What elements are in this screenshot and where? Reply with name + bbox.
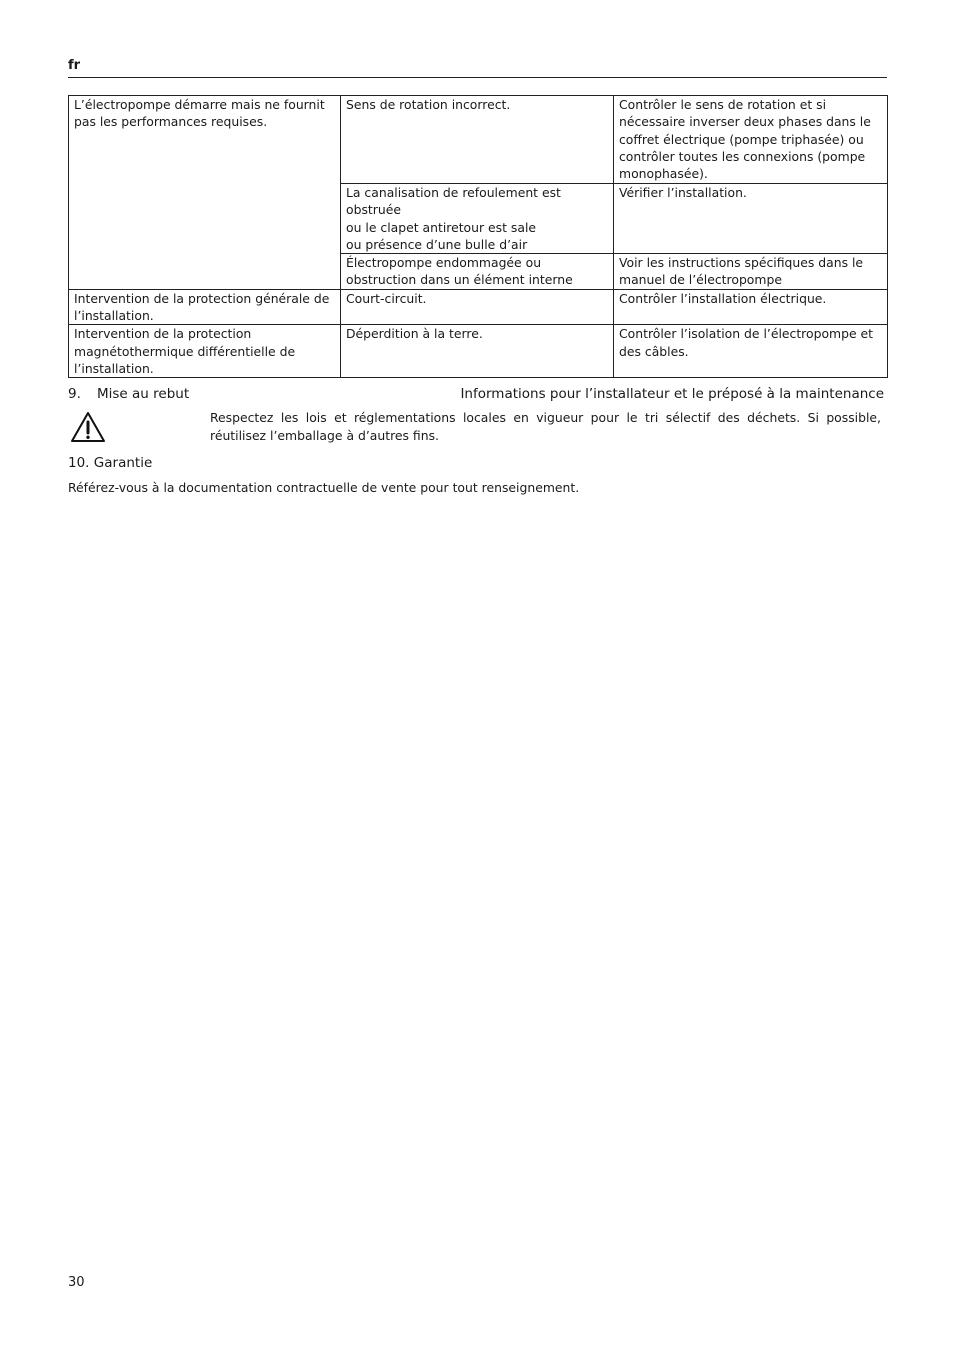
section-number: 10. xyxy=(68,455,90,471)
cause-line: Sens de rotation incorrect. xyxy=(346,97,511,112)
warning-triangle-icon xyxy=(70,411,106,443)
cause-cell xyxy=(341,96,614,184)
cause-cell xyxy=(341,184,614,254)
cause-line: La canalisation de refoulement est obstruée xyxy=(346,185,561,218)
remedy-cell: Contrôler le sens de rotation et si nécessaire inverser deux phases dans le coffret électrique (pompe triphasée) ou contrôler toutes les connexions (pompe monophasée). xyxy=(614,96,888,184)
section-number: 9. xyxy=(68,386,81,402)
problem-cell: L’électropompe démarre mais ne fournit pas les performances requises. xyxy=(69,96,341,290)
section-10-heading xyxy=(68,455,152,471)
cause-line: ou le clapet antiretour est sale xyxy=(346,219,537,235)
troubleshooting-table xyxy=(68,95,888,378)
cause-cell: Court-circuit. xyxy=(341,289,614,325)
remedy-cell: Contrôler l’installation électrique. xyxy=(614,289,888,325)
cause-line: ou présence d’une bulle d’air xyxy=(346,236,528,252)
problem-cell: Intervention de la protection générale de l’installation. xyxy=(69,289,341,325)
problem-cell: Intervention de la protection magnétothermique différentielle de l’installation. xyxy=(69,325,341,378)
language-code: fr xyxy=(68,58,81,73)
section-title: Garantie xyxy=(93,455,153,471)
cause-line: Électropompe endommagée ou obstruction dans un élément interne xyxy=(346,255,573,288)
warranty-text: Référez-vous à la documentation contractuelle de vente pour tout renseignement. xyxy=(68,480,580,495)
remedy-cell: Vérifier l’installation. xyxy=(614,184,888,254)
remedy-cell: Voir les instructions spécifiques dans le manuel de l’électropompe xyxy=(614,254,888,290)
section-title: Mise au rebut xyxy=(97,386,190,402)
header-rule xyxy=(68,77,887,78)
remedy-cell: Contrôler l’isolation de l’électropompe et des câbles. xyxy=(614,325,888,378)
table-row xyxy=(69,96,888,184)
audience-label: Informations pour l’installateur et le préposé à la maintenance xyxy=(460,386,884,402)
page-number: 30 xyxy=(68,1275,85,1290)
cause-cell: Déperdition à la terre. xyxy=(341,325,614,378)
table-row xyxy=(69,325,888,378)
disposal-text: Respectez les lois et réglementations locales en vigueur pour le tri sélectif des déchets. Si possible, réutilisez l’emballage à d’autres fins. xyxy=(210,410,881,443)
table-row xyxy=(69,289,888,325)
cause-cell xyxy=(341,254,614,290)
